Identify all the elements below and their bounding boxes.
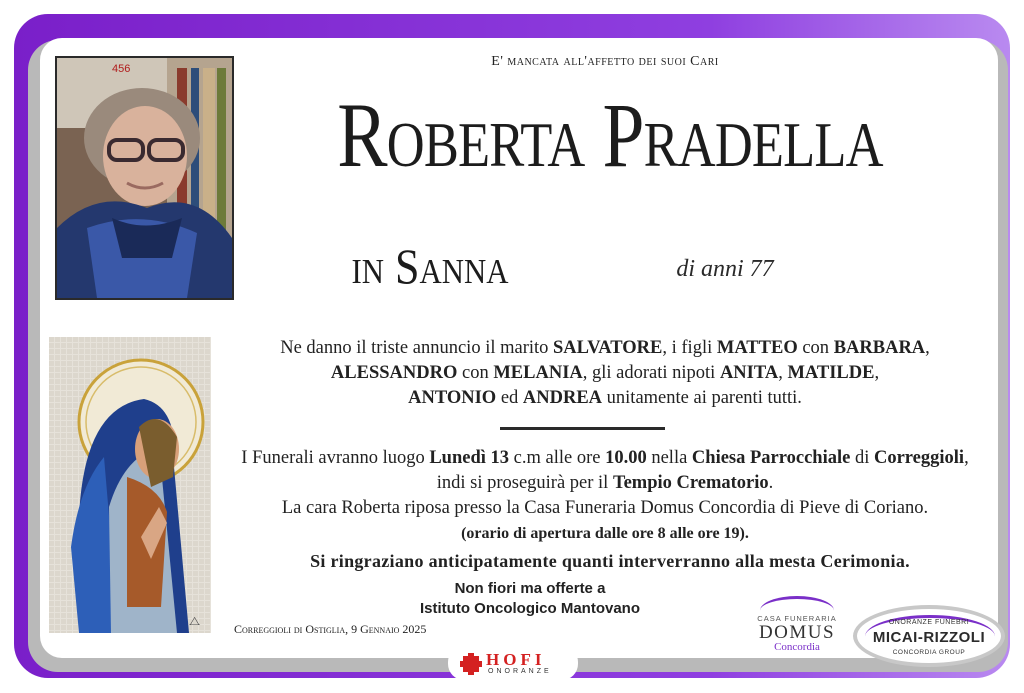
crematory-name: Tempio Crematorio: [612, 473, 769, 493]
thanks-line: Si ringraziano anticipatamente quanti interverranno alla mesta Cerimonia.: [310, 551, 910, 571]
grandchild-name: ANTONIO: [408, 388, 497, 408]
grandchild-name: MATILDE: [787, 363, 875, 383]
hofi-logo: HOFI ONORANZE: [448, 646, 578, 680]
married-name: in Sanna: [351, 238, 509, 294]
church-name: Chiesa Parrocchiale: [691, 448, 851, 468]
section-divider: [500, 427, 665, 430]
announcement-text: Ne danno il triste annuncio il marito SALVATORE, i figli MATTEO con BARBARA, ALESSANDRO con MELANIA, gli adorati nipoti ANITA, MATILDE, ANTONIO ed ANDREA unitamente ai parenti tutti.: [280, 338, 930, 408]
grandchild-name: ANITA: [719, 363, 779, 383]
madonna-image: [49, 337, 211, 633]
svg-text:⧍: ⧍: [189, 614, 201, 628]
rest-location: La cara Roberta riposa presso la Casa Funeraria Domus Concordia di Pieve di Coriano.: [281, 498, 929, 518]
grandchild-name: ANDREA: [522, 388, 603, 408]
hofi-flower-icon: [460, 653, 482, 675]
opening-hours: (orario di apertura dalle ore 8 alle ore 19).: [461, 525, 749, 542]
child-name: ALESSANDRO: [330, 363, 458, 383]
domus-logo: CASA FUNERARIA DOMUS Concordia: [742, 596, 852, 656]
spouse-name: BARBARA: [833, 338, 926, 358]
donation-line: Non fiori ma offerte a: [454, 580, 606, 597]
photo-number: 456: [112, 63, 131, 75]
intro-line: E' mancata all'affetto dei suoi Cari: [491, 54, 719, 69]
donation-note: [380, 579, 680, 619]
portrait-photo: [55, 56, 234, 300]
funeral-details: I Funerali avranno luogo Lunedì 13 c.m alle ore 10.00 nella Chiesa Parrocchiale di Correggioli, indi si proseguirà per il Tempio Crematorio. La cara Roberta riposa presso la Casa Funeraria Domus Concordia di Pieve di Coriano. (orario di apertura dalle ore 8 alle ore 19).: [241, 448, 969, 542]
micai-rizzoli-logo: ONORANZE FUNEBRI MICAI-RIZZOLI CONCORDIA GROUP: [853, 605, 1005, 667]
child-name: MATTEO: [716, 338, 798, 358]
deceased-name: Roberta Pradella: [337, 84, 883, 186]
spouse-name: MELANIA: [493, 363, 583, 383]
funeral-day: Lunedì 13: [429, 448, 510, 468]
husband-name: SALVATORE: [553, 338, 663, 358]
donation-beneficiary: Istituto Oncologico Mantovano: [420, 600, 640, 617]
funeral-time: 10.00: [605, 448, 647, 468]
age-line: di anni 77: [676, 256, 774, 282]
town-name: Correggioli: [873, 448, 965, 468]
place-and-date: Correggioli di Ostiglia, 9 Gennaio 2025: [234, 622, 427, 636]
portrait-image: [57, 58, 232, 298]
madonna-mosaic-image: [49, 337, 211, 633]
